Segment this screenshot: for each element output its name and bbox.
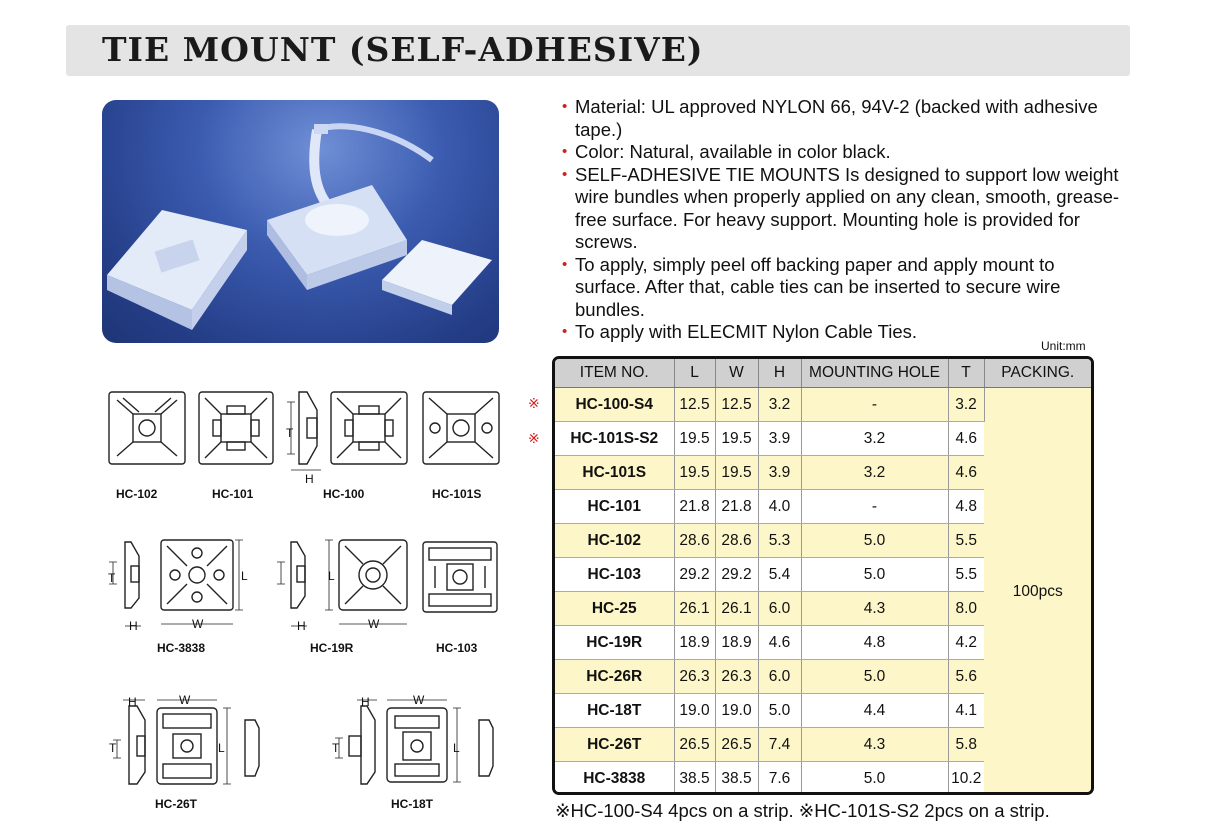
cell-l: 19.5 (674, 456, 715, 490)
cell-t: 5.8 (948, 728, 984, 762)
drawing-label: HC-100 (323, 487, 365, 501)
cell-t: 8.0 (948, 592, 984, 626)
cell-h: 4.0 (758, 490, 801, 524)
cell-l: 26.1 (674, 592, 715, 626)
cell-hole: 5.0 (801, 762, 948, 796)
cell-l: 19.5 (674, 422, 715, 456)
technical-drawings (95, 380, 515, 800)
cell-item: HC-26R (555, 660, 674, 694)
drawing-hc-26t (113, 700, 259, 784)
cell-hole: 5.0 (801, 558, 948, 592)
cell-w: 26.3 (715, 660, 758, 694)
spec-table (552, 356, 1094, 795)
cell-w: 38.5 (715, 762, 758, 796)
cell-item: HC-103 (555, 558, 674, 592)
dim-l: L (218, 741, 225, 755)
cell-w: 12.5 (715, 388, 758, 422)
cell-hole: 5.0 (801, 524, 948, 558)
drawing-hc-101s (423, 392, 499, 464)
cell-h: 3.9 (758, 422, 801, 456)
drawing-label: HC-3838 (157, 641, 206, 655)
cell-h: 3.9 (758, 456, 801, 490)
cell-t: 4.8 (948, 490, 984, 524)
cell-w: 28.6 (715, 524, 758, 558)
dim-h: H (129, 619, 138, 633)
dim-l: L (328, 569, 335, 583)
cell-packing: 100pcs (984, 388, 1091, 796)
col-l: L (674, 359, 715, 388)
cell-hole: 3.2 (801, 422, 948, 456)
feature-item: • To apply with ELECMIT Nylon Cable Ties. (562, 321, 918, 342)
unit-label: Unit:mm (1041, 339, 1086, 353)
col-t: T (948, 359, 984, 388)
drawing-hc-103 (423, 542, 497, 612)
cell-hole: 4.8 (801, 626, 948, 660)
cell-h: 3.2 (758, 388, 801, 422)
dim-h: H (305, 472, 314, 486)
cell-h: 6.0 (758, 592, 801, 626)
cell-w: 19.0 (715, 694, 758, 728)
feature-item: • Color: Natural, available in color black. (562, 141, 891, 162)
dim-w: W (413, 693, 425, 707)
cell-h: 5.4 (758, 558, 801, 592)
cell-l: 18.9 (674, 626, 715, 660)
cell-h: 4.6 (758, 626, 801, 660)
dim-w: W (179, 693, 191, 707)
cell-hole: - (801, 388, 948, 422)
cell-w: 21.8 (715, 490, 758, 524)
drawing-hc-101 (199, 392, 273, 464)
cell-hole: 4.3 (801, 592, 948, 626)
bullet: • (562, 143, 568, 160)
col-packing: PACKING. (984, 359, 1091, 388)
cell-h: 7.4 (758, 728, 801, 762)
drawing-label: HC-101 (212, 487, 254, 501)
bullet: • (562, 165, 568, 183)
product-photo-art (102, 100, 499, 343)
col-mounting-hole: MOUNTING HOLE (801, 359, 948, 388)
cell-t: 5.5 (948, 524, 984, 558)
cell-h: 7.6 (758, 762, 801, 796)
drawing-hc-102 (109, 392, 185, 464)
cell-l: 28.6 (674, 524, 715, 558)
cell-l: 26.3 (674, 660, 715, 694)
dim-t: T (332, 741, 340, 755)
bullet: • (562, 255, 568, 273)
drawing-label: HC-18T (391, 797, 434, 811)
cell-w: 19.5 (715, 422, 758, 456)
cell-w: 18.9 (715, 626, 758, 660)
cell-w: 29.2 (715, 558, 758, 592)
cell-item: HC-19R (555, 626, 674, 660)
cell-item: HC-100-S4 (555, 388, 674, 422)
drawing-hc-19r (277, 540, 407, 626)
dim-t: T (109, 741, 117, 755)
drawing-label: HC-19R (310, 641, 354, 655)
cell-w: 19.5 (715, 456, 758, 490)
cell-hole: 4.4 (801, 694, 948, 728)
cell-item: HC-25 (555, 592, 674, 626)
cell-item: HC-101 (555, 490, 674, 524)
dim-l: L (241, 569, 248, 583)
dim-h: H (128, 695, 137, 709)
cell-t: 5.6 (948, 660, 984, 694)
dim-l: L (453, 741, 460, 755)
cell-t: 4.2 (948, 626, 984, 660)
dim-w: W (368, 617, 380, 631)
dim-t: T (108, 571, 116, 585)
cell-t: 3.2 (948, 388, 984, 422)
cell-hole: 5.0 (801, 660, 948, 694)
cell-h: 6.0 (758, 660, 801, 694)
cell-l: 26.5 (674, 728, 715, 762)
col-w: W (715, 359, 758, 388)
table-header-row (555, 359, 1091, 388)
cell-hole: - (801, 490, 948, 524)
cell-hole: 4.3 (801, 728, 948, 762)
footnote: ※HC-100-S4 4pcs on a strip. ※HC-101S-S2 2pcs on a strip. (555, 800, 1050, 821)
dim-h: H (297, 619, 306, 633)
cell-l: 29.2 (674, 558, 715, 592)
cell-t: 4.6 (948, 422, 984, 456)
cell-hole: 3.2 (801, 456, 948, 490)
cell-t: 4.1 (948, 694, 984, 728)
dim-w: W (192, 617, 204, 631)
cell-w: 26.5 (715, 728, 758, 762)
cell-l: 38.5 (674, 762, 715, 796)
page-title: TIE MOUNT (SELF-ADHESIVE) (102, 30, 704, 69)
table-row (555, 388, 1091, 422)
cell-t: 10.2 (948, 762, 984, 796)
drawing-label: HC-103 (436, 641, 478, 655)
product-photo (102, 100, 499, 343)
cell-t: 4.6 (948, 456, 984, 490)
drawing-hc-100 (287, 392, 407, 470)
drawing-hc-3838 (109, 540, 243, 626)
drawing-label: HC-26T (155, 797, 198, 811)
cell-item: HC-101S-S2 (555, 422, 674, 456)
feature-item: • To apply, simply peel off backing paper and apply mount to surface. After that, cable ties can be inserted to secure wire bundles. (562, 253, 1061, 320)
bullet: • (562, 98, 568, 115)
title-bar (66, 25, 1130, 76)
cell-t: 5.5 (948, 558, 984, 592)
cell-l: 21.8 (674, 490, 715, 524)
cell-item: HC-101S (555, 456, 674, 490)
col-h: H (758, 359, 801, 388)
col-item-no: ITEM NO. (555, 359, 674, 388)
dim-h: H (361, 695, 370, 709)
bullet: • (562, 323, 568, 340)
drawing-label: HC-102 (116, 487, 158, 501)
cell-h: 5.3 (758, 524, 801, 558)
row-mark: ※ (528, 395, 540, 411)
feature-list (562, 96, 1122, 344)
feature-item: • SELF-ADHESIVE TIE MOUNTS Is designed to support low weight wire bundles when properly applied on any clean, smooth, grease-free surface. For heavy support. Mounting hole is provided for screws. (562, 163, 1120, 252)
cell-h: 5.0 (758, 694, 801, 728)
cell-item: HC-26T (555, 728, 674, 762)
drawing-label: HC-101S (432, 487, 482, 501)
cell-item: HC-18T (555, 694, 674, 728)
row-mark: ※ (528, 430, 540, 446)
cell-l: 19.0 (674, 694, 715, 728)
drawing-hc-18t (335, 700, 493, 784)
cell-item: HC-3838 (555, 762, 674, 796)
dim-t: T (286, 426, 294, 440)
cell-item: HC-102 (555, 524, 674, 558)
cell-l: 12.5 (674, 388, 715, 422)
cell-w: 26.1 (715, 592, 758, 626)
feature-item: • Material: UL approved NYLON 66, 94V-2 (backed with adhesive tape.) (562, 96, 1098, 140)
